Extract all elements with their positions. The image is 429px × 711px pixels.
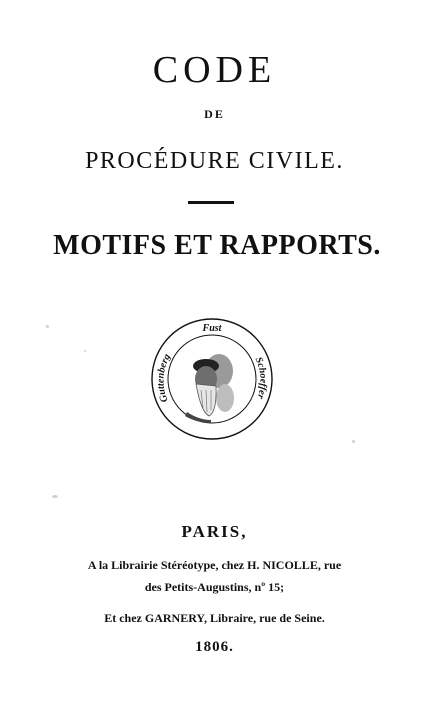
- paper-speck: [352, 440, 355, 443]
- imprint-line-1: A la Librairie Stéréotype, chez H. NICOLLE, rue: [87, 558, 342, 572]
- imprint-city: PARIS,: [181, 522, 248, 541]
- imprint-line-3: Et chez GARNERY, Libraire, rue de Seine.: [104, 611, 325, 625]
- subtitle: PROCÉDURE CIVILE.: [85, 148, 344, 174]
- paper-speck: [84, 350, 86, 352]
- imprint-year: 1806.: [195, 639, 234, 655]
- divider-rule: [188, 201, 234, 204]
- imprint-line-2: des Petits-Augustins, nº 15;: [144, 580, 285, 594]
- paper-speck: [52, 495, 58, 498]
- printers-emblem-icon: [149, 316, 275, 442]
- emblem-label-top: Fust: [202, 323, 222, 334]
- emblem-label-right: Schoeffer: [252, 355, 269, 401]
- section-title: MOTIFS ET RAPPORTS.: [53, 230, 381, 261]
- main-title: CODE: [152, 49, 277, 91]
- portrait-heads-icon: [185, 354, 234, 423]
- emblem-label-left: Guttenberg: [155, 352, 173, 404]
- paper-speck: [46, 325, 49, 328]
- title-connector: DE: [204, 107, 225, 121]
